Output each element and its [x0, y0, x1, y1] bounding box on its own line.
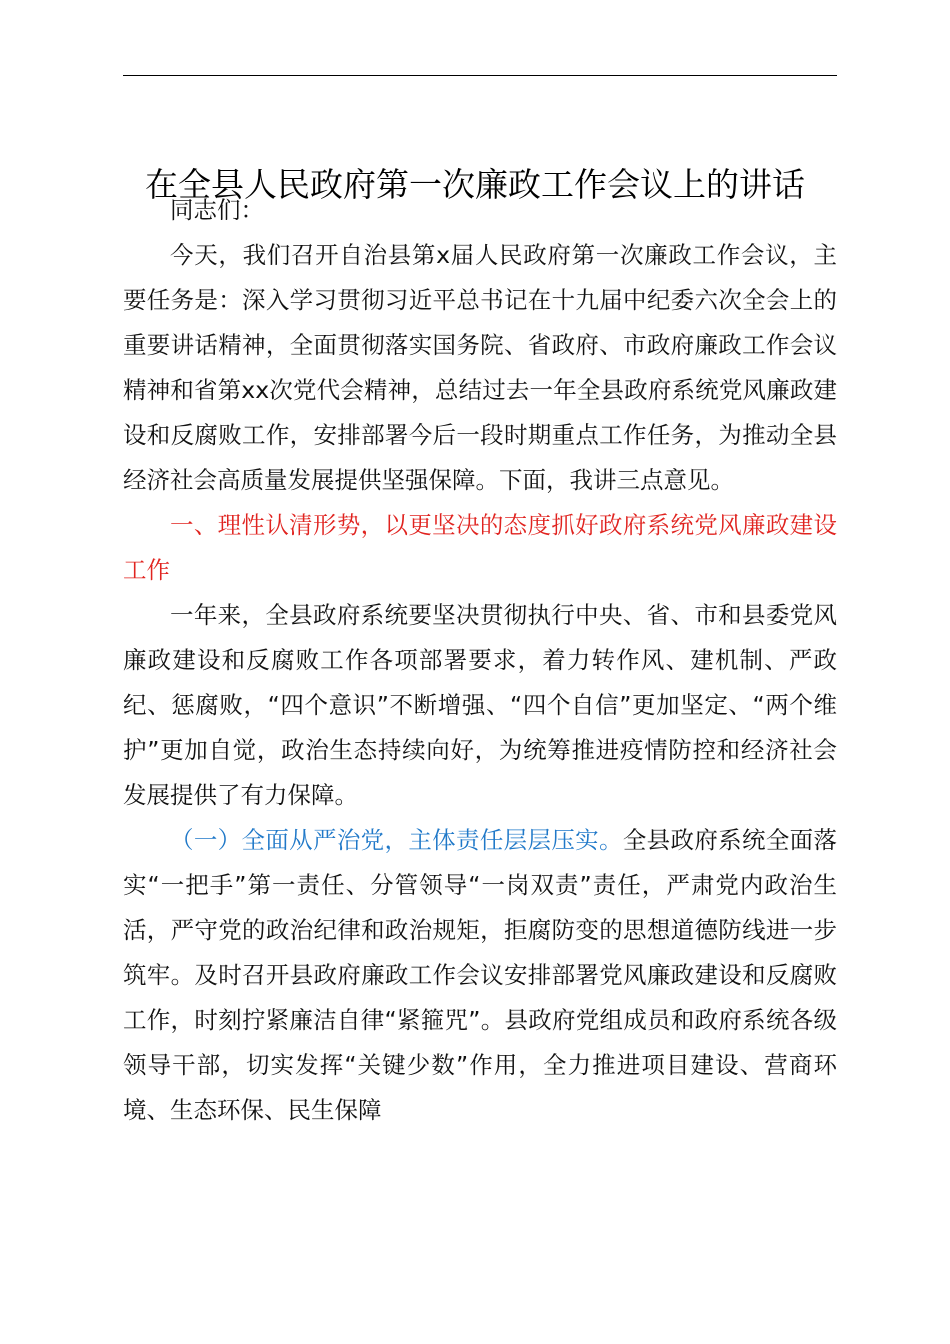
document-title: 在全县人民政府第一次廉政工作会议上的讲话 — [145, 165, 805, 205]
subsection-1-heading: （一）全面从严治党，主体责任层层压实。 — [170, 826, 623, 854]
subsection-1-text: 全县政府系统全面落实“一把手”第一责任、分管领导“一岗双责”责任，严肃党内政治生活，严守党的政治纪律和政治规矩，拒腐防变的思想道德防线进一步筑牢。及时召开县政府廉政工作会议安排部署党风廉政建设和反腐败工作，时刻拧紧廉洁自律“紧箍咒”。县政府党组成员和政府系统各级领导干部，切实发挥“关键少数”作用，全力推进项目建设、营商环境、生态环保、民生保障 — [123, 826, 838, 1124]
section-1-paragraph: 一年来，全县政府系统要坚决贯彻执行中央、省、市和县委党风廉政建设和反腐败工作各项部署要求，着力转作风、建机制、严政纪、惩腐败，“四个意识”不断增强、“四个自信”更加坚定、“两个维护”更加自觉，政治生态持续向好，为统筹推进疫情防控和经济社会发展提供了有力保障。 — [123, 601, 837, 809]
document-body — [123, 188, 837, 1133]
section-1-heading: 一、理性认清形势，以更坚决的态度抓好政府系统党风廉政建设工作 — [123, 511, 837, 584]
header-rule — [123, 75, 837, 76]
intro-paragraph: 今天，我们召开自治县第x届人民政府第一次廉政工作会议，主要任务是：深入学习贯彻习近平总书记在十九届中纪委六次全会上的重要讲话精神，全面贯彻落实国务院、省政府、市政府廉政工作会议精神和省第xx次党代会精神，总结过去一年全县政府系统党风廉政建设和反腐败工作，安排部署今后一段时期重点工作任务，为推动全县经济社会高质量发展提供坚强保障。下面，我讲三点意见。 — [123, 241, 837, 494]
subsection-1-paragraph — [123, 818, 837, 1133]
salutation: 同志们： — [170, 196, 264, 224]
